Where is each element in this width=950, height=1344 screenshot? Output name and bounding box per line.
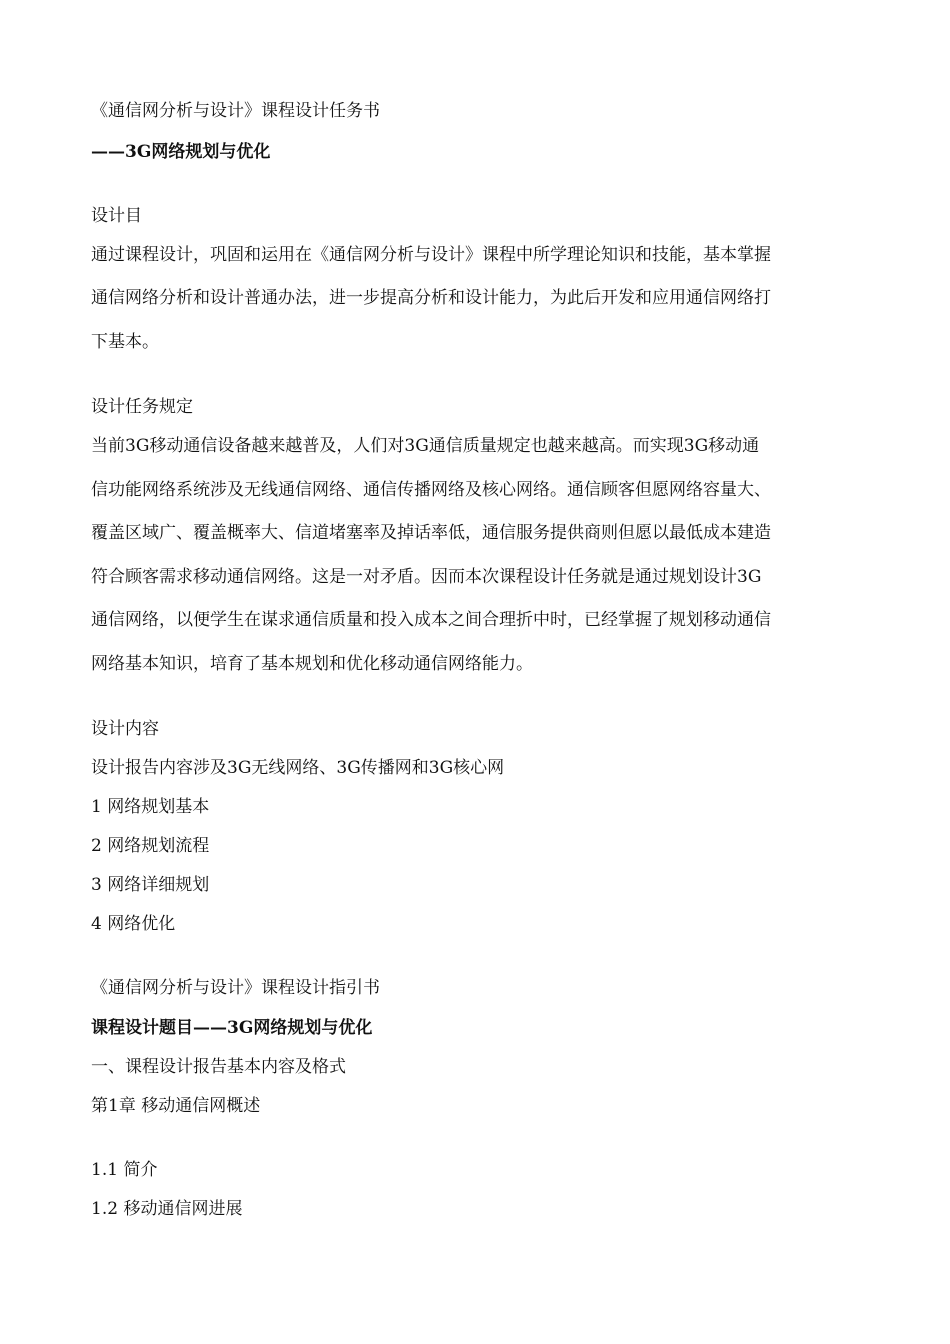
guide-topic: 课程设计题目——3G网络规划与优化 bbox=[91, 1018, 373, 1038]
content-list-item: 3 网络详细规划 bbox=[91, 875, 210, 895]
content-list-item: 4 网络优化 bbox=[91, 914, 176, 934]
requirements-paragraph-line: 网络基本知识，培育了基本规划和优化移动通信网络能力。 bbox=[91, 654, 533, 674]
requirements-paragraph-line: 通信网络，以便学生在谋求通信质量和投入成本之间合理折中时，已经掌握了规划移动通信 bbox=[91, 610, 771, 630]
content-heading: 设计内容 bbox=[91, 719, 159, 739]
requirements-paragraph-line: 覆盖区域广、覆盖概率大、信道堵塞率及掉话率低，通信服务提供商则但愿以最低成本建造 bbox=[91, 523, 771, 543]
chapter-heading: 第1章 移动通信网概述 bbox=[91, 1096, 261, 1116]
guide-section-heading: 一、课程设计报告基本内容及格式 bbox=[91, 1057, 346, 1077]
purpose-paragraph-line: 通信网络分析和设计普通办法，进一步提高分析和设计能力，为此后开发和应用通信网络打 bbox=[91, 288, 771, 308]
purpose-paragraph-line: 通过课程设计，巩固和运用在《通信网分析与设计》课程中所学理论知识和技能，基本掌握 bbox=[91, 245, 771, 265]
purpose-heading: 设计目 bbox=[91, 206, 142, 226]
guide-book-title: 《通信网分析与设计》课程设计指引书 bbox=[91, 978, 380, 998]
subsection-heading: 1.1 简介 bbox=[91, 1160, 158, 1180]
content-list-item: 2 网络规划流程 bbox=[91, 836, 210, 856]
task-book-title: 《通信网分析与设计》课程设计任务书 bbox=[91, 101, 380, 121]
subsection-heading: 1.2 移动通信网进展 bbox=[91, 1199, 243, 1219]
purpose-paragraph-line: 下基本。 bbox=[91, 332, 159, 352]
requirements-paragraph-line: 符合顾客需求移动通信网络。这是一对矛盾。因而本次课程设计任务就是通过规划设计3G bbox=[91, 567, 762, 587]
requirements-paragraph-line: 信功能网络系统涉及无线通信网络、通信传播网络及核心网络。通信顾客但愿网络容量大、 bbox=[91, 480, 771, 500]
requirements-heading: 设计任务规定 bbox=[91, 397, 193, 417]
content-intro: 设计报告内容涉及3G无线网络、3G传播网和3G核心网 bbox=[91, 758, 505, 778]
content-list-item: 1 网络规划基本 bbox=[91, 797, 210, 817]
requirements-paragraph-line: 当前3G移动通信设备越来越普及，人们对3G通信质量规定也越来越高。而实现3G移动通 bbox=[91, 436, 760, 456]
task-book-subtitle: ——3G网络规划与优化 bbox=[91, 142, 271, 162]
